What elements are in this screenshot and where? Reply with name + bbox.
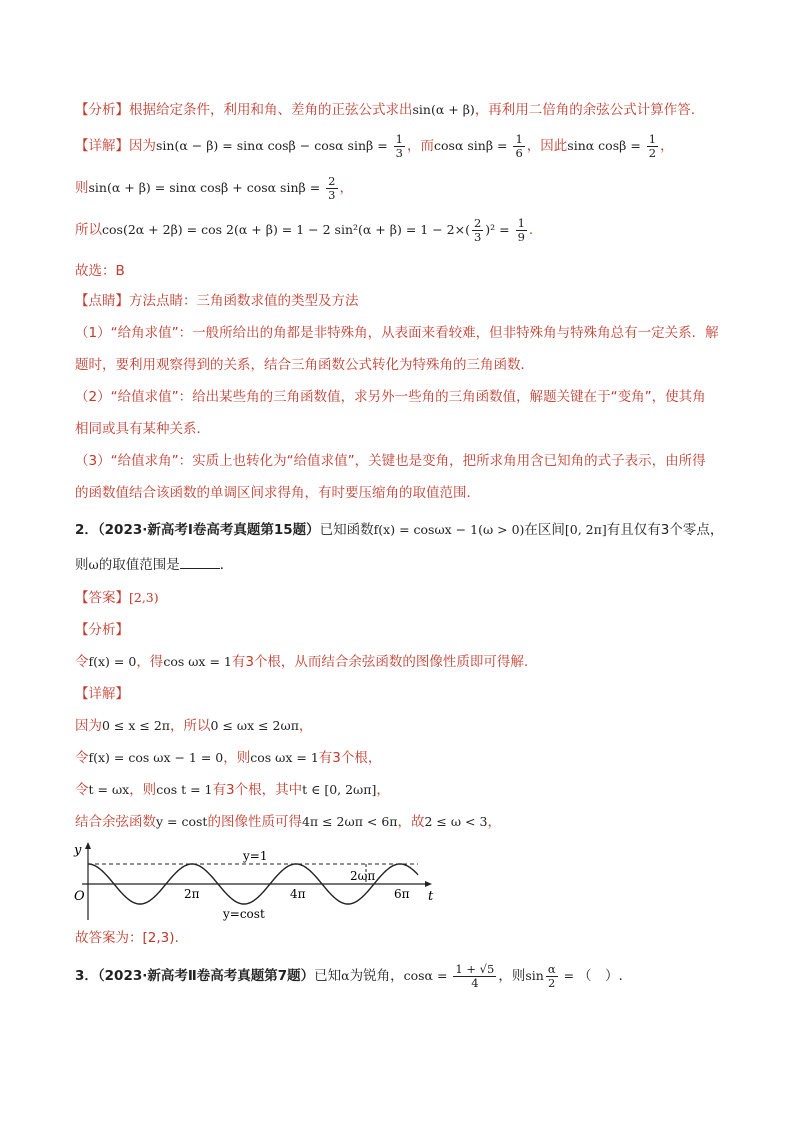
question-number: 2．: [75, 522, 98, 538]
math-expr: t ∈ [0, 2ωπ]: [302, 782, 377, 797]
math-expr: ω: [88, 557, 99, 572]
fraction: [647, 133, 658, 160]
math-expr: y = cost: [156, 814, 208, 829]
analysis-text: ，得: [136, 654, 164, 670]
choice-line: 故选：B: [75, 263, 125, 279]
math-expr: f(x) = 0: [88, 654, 137, 669]
math-expr: sin(α + β): [412, 102, 475, 117]
fraction: [394, 133, 405, 160]
analysis-text: 个根，从而结合余弦函数的图像性质即可得解.: [253, 654, 529, 670]
math-expr: 2 ≤ ω < 3: [424, 814, 488, 829]
detail-text: 的图像性质可得: [207, 814, 302, 830]
detail-text: 个根，其中: [234, 782, 303, 798]
fraction-numerator: 1: [395, 131, 403, 146]
answer-tag: 【答案】: [75, 590, 129, 606]
math-expr: [0, 2π]: [564, 522, 607, 537]
detail-text: 3: [332, 750, 341, 766]
question-text: 个零点，: [669, 522, 724, 538]
question-text: 有且仅有: [606, 522, 661, 538]
math-expr: cos t = 1: [156, 782, 213, 797]
math-expr: sin(α + β) = sinα cosβ + cosα sinβ =: [88, 180, 325, 195]
detail-text: 因为: [75, 718, 102, 734]
detail-text: ，而: [407, 138, 434, 154]
detail-2-line-2: [75, 748, 381, 768]
question-text: ，则: [498, 968, 526, 984]
so-text: .: [528, 222, 534, 238]
fraction-denominator: 3: [473, 229, 482, 244]
fraction-numerator: 2: [473, 215, 482, 230]
math-expr: 4π ≤ 2ωπ < 6π: [301, 814, 398, 829]
detail-text: 因为: [129, 138, 156, 154]
question-text: 已知函数: [319, 522, 374, 538]
fraction-denominator: 2: [548, 975, 556, 990]
t-axis-label: t: [428, 889, 434, 904]
math-expr: sin(α − β) = sinα cosβ − cosα sinβ =: [156, 138, 392, 153]
cosine-graph: [68, 840, 448, 922]
detail-text: 有: [212, 782, 226, 798]
question-number: 3．: [75, 968, 98, 984]
detail-text: ，: [376, 782, 390, 798]
detail-tag: 【详解】: [75, 686, 129, 702]
detail-text: ，: [660, 138, 674, 154]
question-text: 为锐角，: [349, 968, 404, 984]
analysis-tag: 【分析】: [75, 102, 129, 118]
analysis-text: 根据给定条件，利用和角、差角的正弦公式求出: [129, 102, 413, 118]
tick-label-4pi: 4π: [290, 887, 306, 901]
detail-text: ，则: [129, 782, 157, 798]
comment-para-1-line-1: （1）“给角求值”：一般所给出的角都是非特殊角，从表面来看较难，但非特殊角与特殊角总有一定关系．解: [75, 325, 719, 341]
fraction-numerator: 1: [648, 131, 657, 146]
math-expr: sin: [525, 968, 544, 983]
detail-text: ，因此: [526, 138, 568, 154]
analysis-tag: 【分析】: [75, 622, 129, 638]
analysis-text: 令: [75, 654, 89, 670]
y-equals-1-label: y=1: [243, 849, 268, 863]
fraction-denominator: 3: [328, 187, 336, 202]
analysis-text: 有: [231, 654, 246, 670]
detail-text: 令: [75, 782, 89, 798]
detail-text: ，: [298, 718, 313, 734]
curve-label: y=cost: [223, 907, 265, 921]
y-axis-arrow: [85, 842, 91, 849]
fraction-numerator: 1: [515, 131, 523, 146]
fraction: [513, 133, 524, 160]
math-expr: cos(2α + 2β) = cos 2(α + β) = 1 − 2 sin²(α + β) = 1 − 2×(: [102, 222, 470, 237]
comment-para-1-line-2: 题时，要利用观察得到的关系，结合三角函数公式转化为特殊角的三角函数．: [75, 357, 534, 373]
tick-label-6pi: 6π: [394, 887, 410, 901]
math-expr: =: [559, 968, 579, 983]
detail-text: ，则: [223, 750, 251, 766]
detail-text: ，故: [397, 814, 425, 830]
detail-text: 结合余弦函数: [75, 814, 156, 830]
fraction: [546, 963, 558, 990]
math-expr: cos ωx = 1: [163, 654, 232, 669]
math-expr: 0 ≤ ωx ≤ 2ωπ: [210, 718, 299, 733]
question-text: ．: [219, 557, 234, 573]
detail-text: 3: [226, 782, 235, 798]
analysis-text: ，再利用二倍角的余弦公式计算作答.: [474, 102, 696, 118]
fraction: [326, 175, 337, 202]
answer-line: [75, 588, 159, 608]
comment-tag: 【点睛】: [75, 293, 129, 309]
question-3-line: [75, 962, 623, 990]
fraction-denominator: 2: [648, 145, 657, 160]
question-2-line-1: [75, 520, 723, 540]
fraction-numerator: 2: [328, 173, 336, 188]
question-source: （2023·新高考Ⅰ卷高考真题第15题）: [97, 522, 320, 538]
detail-text: 个根，: [340, 750, 382, 766]
so-text: 所以: [75, 222, 102, 238]
question-text: 3: [660, 522, 670, 538]
y-axis-label: y: [74, 843, 82, 858]
then-line: [75, 174, 353, 202]
question-text: 的取值范围是: [98, 557, 180, 573]
math-expr: α: [341, 968, 350, 983]
fraction: [472, 217, 483, 244]
question-text: 已知: [314, 968, 342, 984]
question-text: 在区间: [524, 522, 565, 538]
then-text: 则: [75, 180, 89, 196]
fraction-numerator: α: [547, 961, 556, 976]
question-2-line-2: [75, 554, 233, 575]
comment-para-3-line-2: 的函数值结合该函数的单调区间求得角，有时要压缩角的取值范围．: [75, 485, 480, 501]
question-source: （2023·新高考Ⅱ卷高考真题第7题）: [97, 968, 315, 984]
math-expr: )² =: [485, 222, 514, 237]
fraction-denominator: 6: [515, 145, 523, 160]
math-expr: f(x) = cosωx − 1(ω > 0): [373, 522, 525, 537]
detail-text: ，: [487, 814, 501, 830]
so-line: [75, 216, 533, 244]
question-text: 则: [75, 557, 89, 573]
tick-label-2-omega-pi: 2ωπ: [350, 869, 376, 883]
fraction-numerator: 1 + √5: [455, 961, 495, 976]
fraction-denominator: 3: [395, 145, 403, 160]
fraction-numerator: 1: [517, 215, 525, 230]
fraction: [453, 963, 496, 990]
detail-line: [75, 132, 674, 160]
detail-text: 令: [75, 750, 89, 766]
then-text: ，: [339, 180, 353, 196]
fraction-denominator: 9: [517, 229, 525, 244]
detail-2-line-3: [75, 780, 390, 800]
math-expr: t = ωx: [88, 782, 130, 797]
math-expr: cosα sinβ =: [434, 138, 512, 153]
comment-para-2-line-1: （2）“给值求值”：给出某些角的三角函数值，求另外一些角的三角函数值，解题关键在于“变角”，使其角: [75, 389, 706, 405]
detail-text: ，所以: [170, 718, 211, 734]
detail-tag: 【详解】: [75, 138, 129, 154]
final-answer-line: 故答案为：[2,3).: [75, 930, 179, 946]
analysis-text: 3: [245, 654, 254, 670]
math-expr: 0 ≤ x ≤ 2π: [102, 718, 171, 733]
t-axis-arrow: [425, 881, 432, 887]
analysis-line: [75, 100, 695, 120]
math-expr: cos ωx = 1: [250, 750, 319, 765]
comment-para-2-line-2: 相同或具有某种关系．: [75, 421, 210, 437]
comment-para-3-line-1: （3）“给值求角”：实质上也转化为“给值求值”，关键也是变角，把所求角用含已知角的式子表示，由所得: [75, 453, 706, 469]
answer-value: [2,3): [129, 590, 159, 605]
comment-heading: [75, 291, 359, 311]
tick-label-2pi: 2π: [184, 887, 200, 901]
detail-2-line-1: [75, 716, 312, 736]
math-expr: f(x) = cos ωx − 1 = 0: [88, 750, 224, 765]
math-expr: cosα =: [403, 968, 452, 983]
origin-label: O: [74, 889, 85, 904]
math-expr: sinα cosβ =: [567, 138, 645, 153]
fraction-denominator: 4: [471, 975, 479, 990]
detail-text: 有: [318, 750, 333, 766]
question-text: （ ）.: [578, 968, 623, 984]
detail-2-line-4: [75, 812, 501, 832]
comment-title: 方法点睛：三角函数求值的类型及方法: [129, 293, 359, 309]
analysis-2-text: [75, 652, 528, 672]
answer-blank: [180, 554, 220, 569]
fraction: [516, 217, 527, 244]
